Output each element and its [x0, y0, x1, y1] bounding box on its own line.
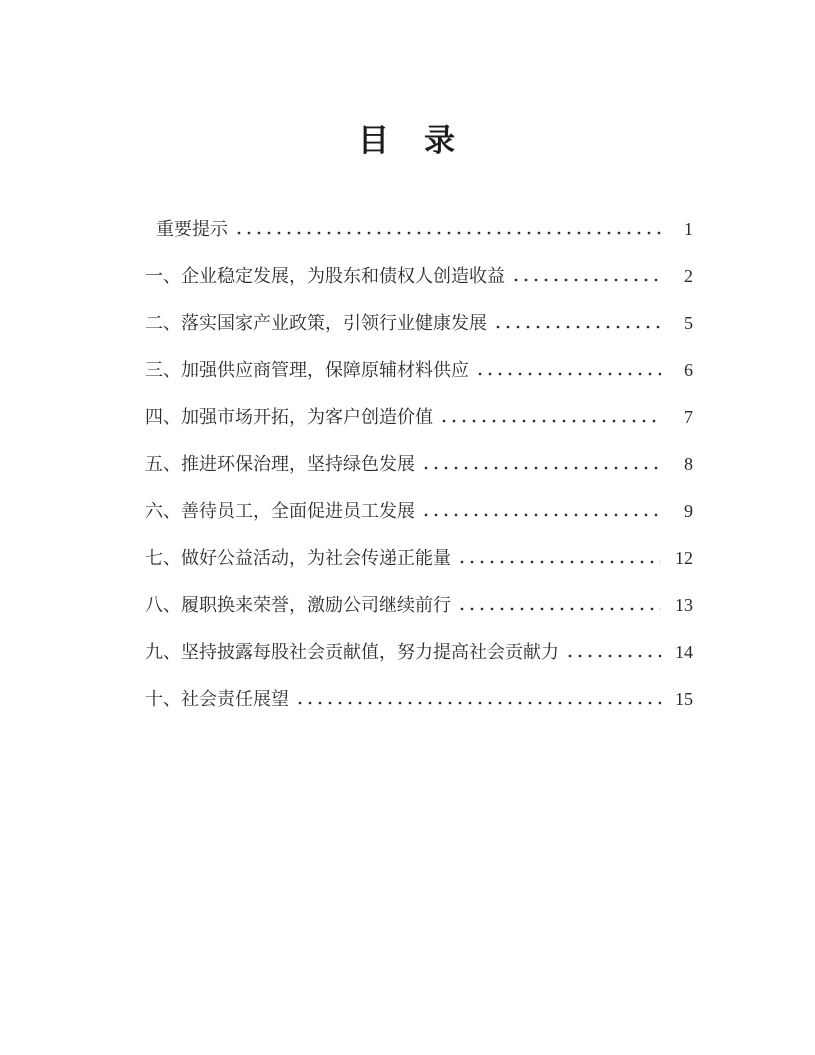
toc-entry-label: 二、落实国家产业政策，引领行业健康发展 [145, 313, 487, 334]
toc-entry[interactable] [145, 264, 693, 288]
toc-leader-dots [421, 466, 661, 470]
toc-entry[interactable] [145, 593, 693, 617]
toc-entry-label: 七、做好公益活动，为社会传递正能量 [145, 548, 451, 569]
toc-leader-dots [295, 701, 661, 705]
toc-page-number: 13 [675, 595, 693, 616]
toc-entry[interactable] [145, 546, 693, 570]
toc-leader-dots [457, 560, 661, 564]
toc-entry[interactable] [145, 640, 693, 664]
toc-page-number: 2 [684, 266, 693, 287]
toc-entry-label: 三、加强供应商管理，保障原辅材料供应 [145, 360, 469, 381]
toc-entry[interactable] [145, 358, 693, 382]
toc-leader-dots [475, 372, 661, 376]
toc-leader-dots [234, 231, 661, 235]
toc-leader-dots [457, 607, 661, 611]
toc-leader-dots [439, 419, 661, 423]
toc-entry-label: 六、善待员工，全面促进员工发展 [145, 501, 415, 522]
toc-page-number: 8 [684, 454, 693, 475]
toc-entry-label: 十、社会责任展望 [145, 689, 289, 710]
toc-page-number: 5 [684, 313, 693, 334]
toc-entry[interactable] [145, 687, 693, 711]
toc-entry[interactable] [145, 405, 693, 429]
toc-list [145, 217, 693, 711]
toc-entry-label: 九、坚持披露每股社会贡献值，努力提高社会贡献力 [145, 642, 559, 663]
toc-entry-label: 四、加强市场开拓，为客户创造价值 [145, 407, 433, 428]
toc-entry-label: 八、履职换来荣誉，激励公司继续前行 [145, 595, 451, 616]
toc-leader-dots [421, 513, 661, 517]
toc-page-number: 6 [684, 360, 693, 381]
toc-entry[interactable] [145, 217, 693, 241]
page-title: 目 录 [358, 123, 457, 158]
toc-page-number: 7 [684, 407, 693, 428]
toc-page-number: 15 [675, 689, 693, 710]
toc-page-number: 14 [675, 642, 693, 663]
toc-page-number: 12 [675, 548, 693, 569]
toc-entry[interactable] [145, 311, 693, 335]
toc-leader-dots [565, 654, 661, 658]
toc-leader-dots [493, 325, 661, 329]
toc-page-number: 9 [684, 501, 693, 522]
toc-entry-label: 重要提示 [156, 219, 228, 240]
toc-leader-dots [511, 278, 661, 282]
toc-entry[interactable] [145, 452, 693, 476]
toc-entry-label: 五、推进环保治理，坚持绿色发展 [145, 454, 415, 475]
toc-page-number: 1 [684, 219, 693, 240]
toc-entry-label: 一、企业稳定发展，为股东和债权人创造收益 [145, 266, 505, 287]
toc-entry[interactable] [145, 499, 693, 523]
